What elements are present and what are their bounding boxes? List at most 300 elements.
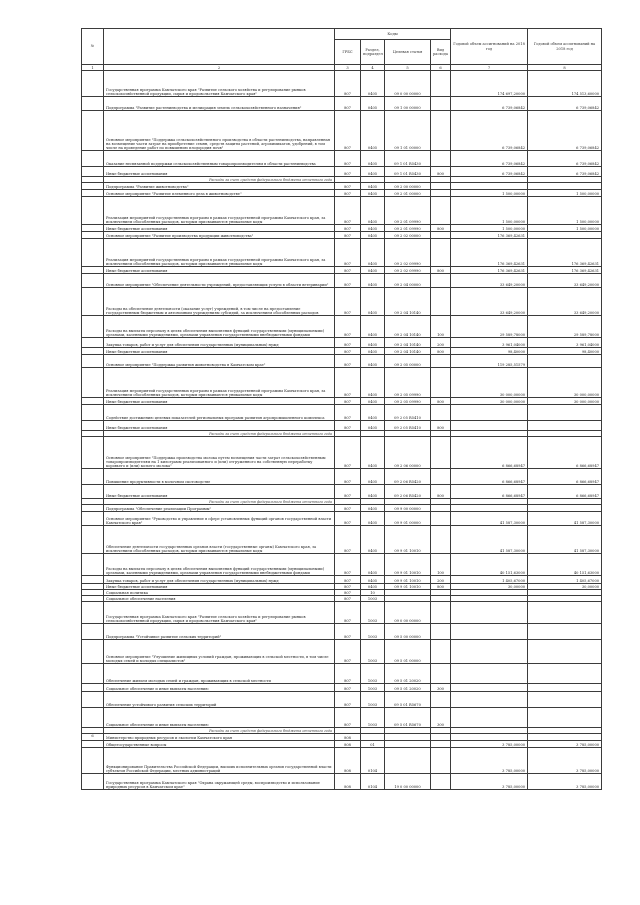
amount-first: 33 649,20000 — [451, 288, 528, 316]
section-code: 0405 — [361, 316, 385, 338]
amount-second: 1 500,00000 — [528, 225, 602, 232]
table-row — [82, 640, 602, 664]
row-name: Министерство природных ресурсов и экологии Камчатского края — [104, 734, 335, 741]
row-name: Закупка товаров, работ и услуг для обеспечения государственных (муниципальных) нужд — [104, 576, 335, 584]
amount-second: 30 000,00000 — [528, 398, 602, 405]
expense-type — [431, 239, 451, 267]
amount-second: 3 961,04000 — [528, 338, 602, 348]
row-name: Повышение продуктивности в молочном скотоводстве — [104, 469, 335, 485]
target-article: 09 5 01 20020 — [385, 664, 431, 684]
row-name: Подпрограмма "Устойчивое развитие сельских территорий" — [104, 624, 335, 640]
table-row — [82, 469, 602, 485]
amount-first: 41 587,30000 — [451, 512, 528, 526]
section-code: 01 — [361, 741, 385, 748]
expense-type: 800 — [431, 485, 451, 499]
grbs-code: 807 — [335, 590, 361, 596]
row-number — [82, 167, 104, 177]
row-number — [82, 190, 104, 197]
row-number — [82, 708, 104, 728]
target-article: 09 5 01 R5670 — [385, 692, 431, 708]
section-code: 0405 — [361, 338, 385, 348]
row-name: Государственная программа Камчатского края "Развитие сельского хозяйства и регулирование рынков сельскохозяйственной продукции, сырья и продовольствия Камчатского края" — [104, 602, 335, 624]
target-article: 09 5 01 20020 — [385, 684, 431, 692]
row-number — [82, 316, 104, 338]
section-code: 0405 — [361, 239, 385, 267]
target-article — [385, 734, 431, 741]
target-article — [385, 748, 431, 774]
table-row — [82, 267, 602, 274]
table-row — [82, 526, 602, 554]
amount-second: 30,00000 — [528, 584, 602, 590]
section-code: 0405 — [361, 183, 385, 190]
row-number — [82, 576, 104, 584]
amount-first: 40 151,63000 — [451, 554, 528, 576]
section-code: 0405 — [361, 398, 385, 405]
amount-second: 41 587,30000 — [528, 512, 602, 526]
row-number — [82, 288, 104, 316]
section-code: 0405 — [361, 111, 385, 151]
table-row — [82, 684, 602, 692]
row-name: Государственная программа Камчатского края "Развитие сельского хозяйства и регулирование рынков сельскохозяйственной продукции, сырья и продовольствия Камчатского края" — [104, 71, 335, 97]
grbs-code: 807 — [335, 469, 361, 485]
table-row — [82, 708, 602, 728]
section-code: 1003 — [361, 684, 385, 692]
header-section: Раздел, подраздел — [361, 40, 385, 65]
row-name: Государственная программа Камчатского края "Охрана окружающей среды, воспроизводство и использование природных ресурсов в Камчатском крае" — [104, 774, 335, 790]
row-number — [82, 267, 104, 274]
row-number — [82, 692, 104, 708]
expense-type — [431, 190, 451, 197]
expense-type — [431, 748, 451, 774]
section-code: 0405 — [361, 225, 385, 232]
expense-type: 800 — [431, 348, 451, 355]
target-article: 09 2 02 00000 — [385, 232, 431, 239]
target-article: 09 2 06 R5420 — [385, 485, 431, 499]
amount-first — [451, 708, 528, 728]
row-number: 6 — [82, 734, 104, 741]
row-name: Закупка товаров, работ и услуг для обеспечения государственных (муниципальных) нужд — [104, 338, 335, 348]
target-article: 09 9 01 10010 — [385, 584, 431, 590]
row-name: Основное мероприятие "Поддержка развития животноводства в Камчатском крае" — [104, 355, 335, 368]
amount-first: 33 649,20000 — [451, 274, 528, 288]
table-row — [82, 602, 602, 624]
amount-second — [528, 624, 602, 640]
target-article: 09 0 00 00000 — [385, 602, 431, 624]
section-code: 0405 — [361, 368, 385, 398]
row-name: Расходы за счет средств федерального бюджета отчетного года — [104, 728, 335, 734]
expense-type: 800 — [431, 267, 451, 274]
table-row — [82, 554, 602, 576]
row-name: Расходы за счет средств федерального бюджета отчетного года — [104, 431, 335, 437]
row-number — [82, 774, 104, 790]
amount-first: 30 000,00000 — [451, 368, 528, 398]
target-article: 09 2 04 00000 — [385, 274, 431, 288]
table-row — [82, 437, 602, 469]
table-row — [82, 398, 602, 405]
amount-second: 3 785,00000 — [528, 774, 602, 790]
target-article: 09 5 01 00000 — [385, 640, 431, 664]
row-name: Иные бюджетные ассигнования — [104, 421, 335, 431]
row-name: Расходы за счет средств федерального бюджета отчетного года — [104, 499, 335, 505]
row-name: Иные бюджетные ассигнования — [104, 167, 335, 177]
amount-second — [528, 734, 602, 741]
amount-second — [528, 684, 602, 692]
table-row — [82, 664, 602, 684]
row-number — [82, 664, 104, 684]
target-article: 09 0 00 00000 — [385, 71, 431, 97]
section-code: 0405 — [361, 167, 385, 177]
section-code: 0405 — [361, 505, 385, 512]
amount-second — [528, 692, 602, 708]
section-code: 1003 — [361, 624, 385, 640]
amount-first — [451, 692, 528, 708]
row-name: Оказание несвязанной поддержки сельскохозяйственным товаропроизводителям в области растениеводства — [104, 151, 335, 167]
section-code: 0405 — [361, 437, 385, 469]
table-row — [82, 190, 602, 197]
grbs-code: 807 — [335, 190, 361, 197]
row-number — [82, 554, 104, 576]
section-code: 1003 — [361, 596, 385, 602]
section-code: 0405 — [361, 151, 385, 167]
table-row — [82, 355, 602, 368]
row-name: Содействие достижению целевых показателей региональных программ развития агропромышленного комплекса — [104, 405, 335, 421]
amount-first: 98,40000 — [451, 348, 528, 355]
table-row — [82, 624, 602, 640]
grbs-code: 807 — [335, 316, 361, 338]
grbs-code: 807 — [335, 485, 361, 499]
grbs-code: 807 — [335, 526, 361, 554]
section-code — [361, 734, 385, 741]
amount-second: 3 785,00000 — [528, 748, 602, 774]
table-row — [82, 225, 602, 232]
amount-second: 6 866,68947 — [528, 485, 602, 499]
table-row — [82, 741, 602, 748]
amount-second — [528, 505, 602, 512]
expense-type — [431, 232, 451, 239]
section-code: 0405 — [361, 485, 385, 499]
row-number — [82, 338, 104, 348]
expense-type — [431, 505, 451, 512]
expense-type: 200 — [431, 338, 451, 348]
row-name: Социальное обеспечение населения — [104, 596, 335, 602]
row-number — [82, 368, 104, 398]
row-name: Обеспечение жильем молодых семей и граждан, проживающих в сельской местности — [104, 664, 335, 684]
row-number — [82, 748, 104, 774]
section-code: 0405 — [361, 274, 385, 288]
table-row — [82, 111, 602, 151]
grbs-code: 807 — [335, 512, 361, 526]
target-article: 09 2 06 R5420 — [385, 469, 431, 485]
table-row — [82, 748, 602, 774]
column-number: 6 — [431, 65, 451, 71]
amount-first: 1 500,00000 — [451, 197, 528, 225]
row-number — [82, 469, 104, 485]
target-article: 09 2 05 R5410 — [385, 405, 431, 421]
row-name: Иные бюджетные ассигнования — [104, 485, 335, 499]
row-name: Расходы на обеспечение деятельности (оказание услуг) учреждений, в том числе на предоставление государственным бюджетным и автономным учреждениям субсидий, за исключением обособленных расходов — [104, 288, 335, 316]
amount-second: 6 739,06842 — [528, 167, 602, 177]
expense-type — [431, 151, 451, 167]
grbs-code: 807 — [335, 239, 361, 267]
amount-second: 40 151,63000 — [528, 554, 602, 576]
expense-type — [431, 111, 451, 151]
row-name: Основное мероприятие "Поддержка производства молока путем возмещения части затрат сельскохозяйственным товаропроизводителям на 1 килограмм реализованного и (или) отгруженного на собственную переработку коровьего и (или) козьего молока" — [104, 437, 335, 469]
grbs-code: 807 — [335, 576, 361, 584]
grbs-code: 807 — [335, 183, 361, 190]
row-name: Иные бюджетные ассигнования — [104, 584, 335, 590]
amount-first — [451, 684, 528, 692]
row-number — [82, 405, 104, 421]
expense-type — [431, 355, 451, 368]
row-name: Общегосударственные вопросы — [104, 741, 335, 748]
expense-type: 200 — [431, 576, 451, 584]
section-code: 0405 — [361, 469, 385, 485]
target-article: 09 9 00 00000 — [385, 505, 431, 512]
target-article: 09 2 01 09990 — [385, 225, 431, 232]
row-name: Функционирование Правительства Российской Федерации, высших исполнительных органов государственной власти субъектов Российской Федерации, местных администраций — [104, 748, 335, 774]
row-number — [82, 512, 104, 526]
target-article: 09 2 04 10140 — [385, 316, 431, 338]
expense-type — [431, 71, 451, 97]
section-code: 1003 — [361, 692, 385, 708]
row-number — [82, 111, 104, 151]
section-code: 0405 — [361, 405, 385, 421]
grbs-code: 807 — [335, 225, 361, 232]
table-row — [82, 405, 602, 421]
table-row — [82, 421, 602, 431]
target-article: 09 2 00 00000 — [385, 183, 431, 190]
row-number — [82, 485, 104, 499]
expense-type — [431, 640, 451, 664]
amount-second: 29 589,78000 — [528, 316, 602, 338]
expense-type: 800 — [431, 225, 451, 232]
amount-second: 98,40000 — [528, 348, 602, 355]
row-name: Социальная политика — [104, 590, 335, 596]
target-article: 09 2 06 00000 — [385, 437, 431, 469]
table-row — [82, 348, 602, 355]
section-code: 0104 — [361, 774, 385, 790]
expense-type: 800 — [431, 398, 451, 405]
grbs-code: 808 — [335, 774, 361, 790]
grbs-code: 807 — [335, 267, 361, 274]
amount-first: 6 866,68947 — [451, 437, 528, 469]
amount-second — [528, 232, 602, 239]
header-name — [104, 29, 335, 65]
grbs-code: 808 — [335, 748, 361, 774]
row-number — [82, 437, 104, 469]
grbs-code: 807 — [335, 684, 361, 692]
amount-first — [451, 602, 528, 624]
target-article: 09 9 01 10010 — [385, 526, 431, 554]
expense-type: 300 — [431, 708, 451, 728]
row-name: Реализация мероприятий государственных программ в рамках государственной программы Камчатского края, за исключением обособленных расходов, которым присваиваются уникальные коды — [104, 239, 335, 267]
row-name: Иные бюджетные ассигнования — [104, 225, 335, 232]
expense-type — [431, 97, 451, 111]
amount-second: 6 866,68947 — [528, 437, 602, 469]
amount-second — [528, 708, 602, 728]
grbs-code: 807 — [335, 71, 361, 97]
section-code: 0405 — [361, 584, 385, 590]
expense-type — [431, 624, 451, 640]
grbs-code: 807 — [335, 368, 361, 398]
table-row — [82, 576, 602, 584]
amount-second: 174 513,60000 — [528, 71, 602, 97]
row-number — [82, 239, 104, 267]
budget-sheet — [81, 28, 601, 790]
amount-first: 119 285,51579 — [451, 355, 528, 368]
grbs-code: 807 — [335, 692, 361, 708]
amount-first — [451, 405, 528, 421]
section-code: 1003 — [361, 602, 385, 624]
grbs-code: 807 — [335, 624, 361, 640]
amount-first — [451, 183, 528, 190]
section-code: 0405 — [361, 348, 385, 355]
row-name: Подпрограмма "Развитие растениеводства и мелиорация земель сельскохозяйственного назначения" — [104, 97, 335, 111]
row-name: Подпрограмма "Обеспечение реализации Программы" — [104, 505, 335, 512]
row-number — [82, 355, 104, 368]
section-code: 0405 — [361, 288, 385, 316]
expense-type — [431, 405, 451, 421]
table-row — [82, 368, 602, 398]
amount-first — [451, 624, 528, 640]
amount-first: 176 369,42631 — [451, 239, 528, 267]
grbs-code: 807 — [335, 421, 361, 431]
row-number — [82, 232, 104, 239]
header-expense-type: Вид расхода — [431, 40, 451, 65]
row-number — [82, 684, 104, 692]
table-row — [82, 692, 602, 708]
grbs-code: 807 — [335, 437, 361, 469]
table-row — [82, 183, 602, 190]
section-code: 0405 — [361, 232, 385, 239]
expense-type — [431, 512, 451, 526]
table-row — [82, 316, 602, 338]
grbs-code: 807 — [335, 505, 361, 512]
amount-first: 6 866,68947 — [451, 485, 528, 499]
expense-type: 800 — [431, 421, 451, 431]
amount-first: 6 739,06842 — [451, 97, 528, 111]
amount-first: 30 000,00000 — [451, 398, 528, 405]
amount-second — [528, 640, 602, 664]
section-code: 0405 — [361, 421, 385, 431]
column-number: 4 — [361, 65, 385, 71]
row-number — [82, 197, 104, 225]
amount-second: 30 000,00000 — [528, 368, 602, 398]
amount-second: 6 739,06842 — [528, 151, 602, 167]
grbs-code: 807 — [335, 97, 361, 111]
row-name: Основное мероприятие "Руководство и управление в сфере установленных функций органов государственной власти Камчатского края" — [104, 512, 335, 526]
grbs-code: 808 — [335, 741, 361, 748]
row-name: Социальное обеспечение и иные выплаты населению — [104, 708, 335, 728]
row-name: Расходы на выплаты персоналу в целях обеспечения выполнения функций государственными (муниципальными) органами, казенными учреждениями, органами управления государственными внебюджетными фондами — [104, 554, 335, 576]
grbs-code: 807 — [335, 111, 361, 151]
table-row — [82, 239, 602, 267]
row-name: Основное мероприятие "Обеспечение деятельности учреждений, предоставляющих услуги в области ветеринарии" — [104, 274, 335, 288]
target-article: 09 2 04 10140 — [385, 338, 431, 348]
section-code: 0405 — [361, 267, 385, 274]
target-article: 09 9 01 10010 — [385, 554, 431, 576]
expense-type — [431, 741, 451, 748]
amount-first: 3 961,04000 — [451, 338, 528, 348]
grbs-code: 807 — [335, 405, 361, 421]
target-article: 09 1 01 R5430 — [385, 151, 431, 167]
table-row — [82, 338, 602, 348]
row-number — [82, 421, 104, 431]
amount-first: 1 405,67000 — [451, 576, 528, 584]
column-number: 3 — [335, 65, 361, 71]
amount-first: 30,00000 — [451, 584, 528, 590]
target-article: 09 2 05 09990 — [385, 398, 431, 405]
grbs-code: 807 — [335, 197, 361, 225]
target-article: 09 5 00 00000 — [385, 624, 431, 640]
row-number — [82, 274, 104, 288]
grbs-code: 807 — [335, 167, 361, 177]
target-article: 09 2 05 R5410 — [385, 421, 431, 431]
expense-type — [431, 274, 451, 288]
expense-type — [431, 664, 451, 684]
section-code: 1003 — [361, 664, 385, 684]
row-number — [82, 741, 104, 748]
amount-first: 6 739,06842 — [451, 111, 528, 151]
amount-first — [451, 640, 528, 664]
amount-second — [528, 421, 602, 431]
amount-first — [451, 421, 528, 431]
column-number: 1 — [82, 65, 104, 71]
header-amount-1: Годовой объем ассигнований на 2018 год — [451, 29, 528, 65]
section-code: 1003 — [361, 640, 385, 664]
table-row — [82, 197, 602, 225]
table-row — [82, 512, 602, 526]
target-article: 19 0 00 00000 — [385, 774, 431, 790]
amount-second: 33 649,20000 — [528, 288, 602, 316]
amount-second: 1 500,00000 — [528, 190, 602, 197]
grbs-code: 807 — [335, 232, 361, 239]
target-article: 09 2 05 00000 — [385, 355, 431, 368]
amount-first: 176 369,42631 — [451, 232, 528, 239]
amount-second: 1 405,67000 — [528, 576, 602, 584]
row-number — [82, 640, 104, 664]
amount-second: 41 587,30000 — [528, 526, 602, 554]
amount-second — [528, 664, 602, 684]
section-code: 0405 — [361, 526, 385, 554]
table-row — [82, 232, 602, 239]
grbs-code: 807 — [335, 348, 361, 355]
target-article: 09 5 01 R5670 — [385, 708, 431, 728]
header-target: Целевая статья — [385, 40, 431, 65]
grbs-code: 807 — [335, 288, 361, 316]
target-article: 09 9 01 00000 — [385, 512, 431, 526]
table-row — [82, 71, 602, 97]
grbs-code: 807 — [335, 338, 361, 348]
grbs-code: 807 — [335, 151, 361, 167]
row-name: Иные бюджетные ассигнования — [104, 398, 335, 405]
grbs-code: 807 — [335, 602, 361, 624]
expense-type — [431, 469, 451, 485]
table-row — [82, 167, 602, 177]
row-name: Реализация мероприятий государственных программ в рамках государственной программы Камчатского края, за исключением обособленных расходов, которым присваиваются уникальные коды — [104, 368, 335, 398]
row-number — [82, 348, 104, 355]
amount-first — [451, 505, 528, 512]
amount-second — [528, 405, 602, 421]
grbs-code: 807 — [335, 708, 361, 728]
section-code: 1003 — [361, 708, 385, 728]
target-article: 09 2 02 09990 — [385, 267, 431, 274]
amount-first: 1 500,00000 — [451, 225, 528, 232]
amount-second: 176 369,42631 — [528, 267, 602, 274]
amount-first: 176 369,42631 — [451, 267, 528, 274]
row-name: Обеспечение деятельности государственных органов власти (государственные органы) Камчатского края, за исключением обособленных расходов, которым присваиваются уникальные коды — [104, 526, 335, 554]
grbs-code: 807 — [335, 355, 361, 368]
